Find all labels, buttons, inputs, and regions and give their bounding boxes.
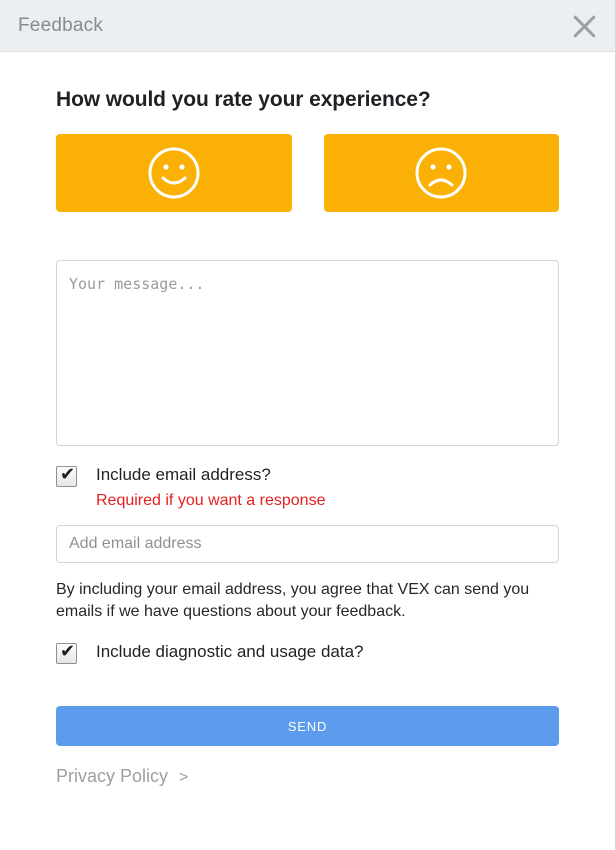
privacy-policy-label: Privacy Policy — [56, 766, 169, 786]
rating-negative-button[interactable] — [324, 134, 560, 212]
include-diagnostics-text — [96, 641, 363, 663]
include-email-text — [96, 464, 325, 511]
include-email-row — [56, 464, 559, 511]
checkmark-icon: ✔ — [60, 464, 76, 485]
happy-face-icon — [147, 146, 201, 200]
email-required-note: Required if you want a response — [96, 492, 326, 509]
privacy-policy-link[interactable] — [56, 766, 188, 787]
chevron-right-icon: > — [179, 769, 189, 786]
dialog-content — [0, 52, 615, 850]
include-diagnostics-row — [56, 641, 559, 664]
rating-row — [56, 134, 559, 212]
email-field[interactable] — [56, 525, 559, 563]
dialog-titlebar — [0, 0, 615, 52]
sad-face-icon — [414, 146, 468, 200]
page-title: How would you rate your experience? — [56, 88, 431, 111]
include-email-label: Include email address? — [96, 465, 271, 484]
include-diagnostics-label: Include diagnostic and usage data? — [96, 642, 364, 661]
include-diagnostics-checkbox[interactable] — [56, 643, 77, 664]
checkmark-icon: ✔ — [60, 641, 76, 662]
message-textarea[interactable] — [56, 260, 559, 446]
dialog-title: Feedback — [18, 14, 104, 36]
email-disclaimer: By including your email address, you agree that VEX can send you emails if we have questions about your feedback. — [56, 581, 530, 620]
include-email-checkbox[interactable] — [56, 466, 77, 487]
rating-positive-button[interactable] — [56, 134, 292, 212]
close-icon[interactable] — [567, 9, 601, 43]
send-button[interactable]: SEND — [56, 706, 559, 746]
